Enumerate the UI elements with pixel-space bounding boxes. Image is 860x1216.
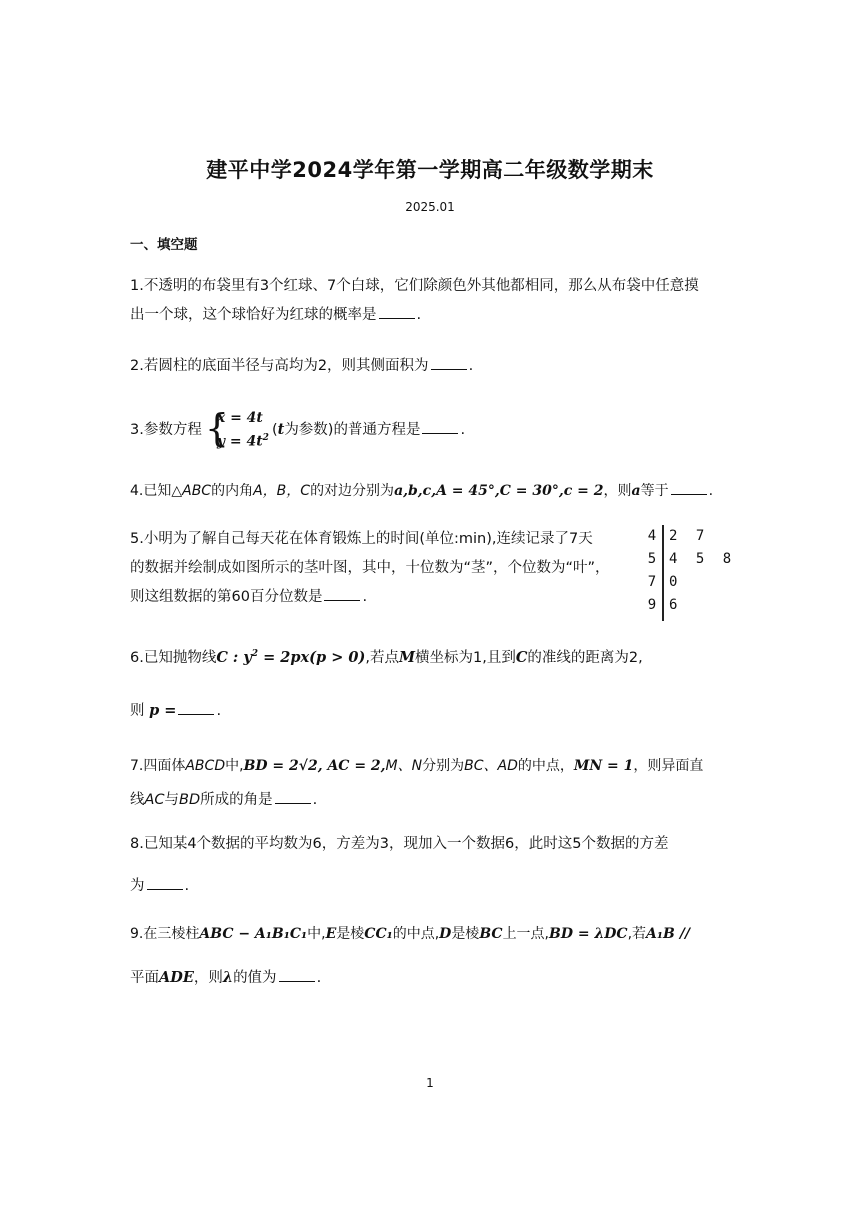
question-3-suffix: 为参数)的普通方程是 [284,421,421,438]
edge-cc1: CC₁ [364,926,393,942]
question-9-text: 是棱 [336,926,365,942]
param-t: t [277,420,285,438]
exam-date: 2025.01 [405,200,455,214]
stem-value: 5 [647,551,657,567]
question-9-text: 上一点, [502,926,550,942]
question-8-line-2: 为 . [130,872,742,901]
question-4-text: ，则 [603,483,632,499]
page-number: 1 [426,1076,434,1090]
point-d: D [439,926,452,942]
line-ac: AC [144,792,165,808]
question-1: 1.不透明的布袋里有3个红球、7个白球，它们除颜色外其他都相同，那么从布袋中任意摸 出一个球，这个球恰好为红球的概率是 . [130,272,742,330]
equation-y-exponent: 2 [262,433,269,443]
page-title: 建平中学2024学年第一学期高二年级数学期末 [206,158,654,182]
leaf-values: 2 7 [669,528,710,544]
stem-value: 9 [647,597,657,613]
question-9-text: ，则 [193,970,223,986]
answer-blank [275,789,311,804]
stem-row [645,525,736,548]
mn-length: MN = 1 [573,758,634,774]
parabola-lhs: C : y [216,648,252,666]
question-7-suffix: ，则异面直 [633,758,704,774]
parametric-system: { x = 4t $y = 4t^2$ [204,406,269,450]
question-4-prefix: 4.已知△ [130,483,183,499]
answer-blank [147,875,183,890]
question-2: 2.若圆柱的底面半径与高均为2，则其侧面积为 . [130,352,742,381]
parabola-rhs: = 2px [258,648,310,666]
line-a1b: A₁B // [646,926,690,942]
question-9-text: 中, [307,926,326,942]
points-mn: M、N [385,758,423,774]
answer-blank [422,419,458,434]
question-1-line-2: 出一个球，这个球恰好为红球的概率是 [130,307,377,323]
triangle-name: ABC [182,483,212,499]
question-7-line-2: 线AC与BD所成的角是 . [130,786,742,815]
question-9-suffix: 的值为 [233,970,277,986]
question-9-text: ,若 [627,926,647,942]
answer-blank [279,967,315,982]
question-9 [130,920,742,949]
point-e: E [325,926,337,942]
line-bd: BD [179,792,201,808]
edges-bc-ad: BC、AD [464,758,518,774]
question-3-prefix: 3.参数方程 [130,421,202,438]
question-3: 3.参数方程 { x = 4t $y = 4t^2$ (t为参数)的普通方程是 . [130,406,466,450]
question-4-suffix: 等于 [640,483,669,499]
question-7 [130,752,742,781]
question-7-text: 线 [130,792,145,808]
answer-blank [671,480,707,495]
question-6-text: 则 [130,703,145,719]
question-9-text: 平面 [130,970,159,986]
question-2-text: 2.若圆柱的底面半径与高均为2，则其侧面积为 [130,358,429,374]
prism-name: ABC − A₁B₁C₁ [199,926,308,942]
question-7-text: 与 [164,792,180,808]
answer-blank [324,586,360,601]
question-5-line-2: 的数据并绘制成如图所示的茎叶图，其中，十位数为“茎”，个位数为“叶”， [130,560,610,576]
ratio-condition: BD = λDC [549,926,628,942]
leaf-values: 0 [669,574,683,590]
question-9-prefix: 9.在三棱柱 [130,926,200,942]
question-8-line-1: 8.已知某4个数据的平均数为6，方差为3，现加入一个数据6，此时这5个数据的方差 [130,836,669,852]
question-6-prefix: 6.已知抛物线 [130,649,217,666]
question-7-prefix: 7.四面体 [130,758,186,774]
equation-x: x = 4t [216,410,263,426]
question-6-suffix: 的准线的距离为2, [527,649,643,666]
stem-row [645,594,736,617]
triangle-conditions: a,b,c,A = 45°,C = 30°,c = 2 [394,483,604,499]
question-9-line-2: 平面ADE，则λ的值为 . [130,969,322,986]
angle-names: A，B，C [253,483,311,499]
point-m: M [398,648,416,666]
tetrahedron-name: ABCD [185,758,226,774]
question-6: 6.已知抛物线C : $y^2 = 2px(p > 0)$,若点M横坐标为1,且到C的准线的距离为2, [130,648,643,666]
equation-y: y = 4t [216,433,263,450]
tetrahedron-conditions: BD = 2√2, AC = 2, [243,758,386,774]
question-6-text: 横坐标为1,且到 [415,649,516,666]
question-5: 5.小明为了解自己每天花在体育锻炼上的时间(单位:min),连续记录了7天 的数据并绘制成如图所示的茎叶图，其中，十位数为“茎”，个位数为“叶”， 则这组数据的第60百分位数是 . [130,525,742,612]
question-7-text: 中, [225,758,244,774]
variable-p: p = [149,702,177,719]
stem-value: 7 [647,574,657,590]
question-5-line-3: 则这组数据的第60百分位数是 [130,589,323,605]
stem-row [645,571,736,594]
question-1-line-1: 1.不透明的布袋里有3个红球、7个白球，它们除颜色外其他都相同，那么从布袋中任意摸 [130,278,699,294]
question-4-text: 的内角 [211,483,254,499]
leaf-values: 4 5 8 [669,551,737,567]
question-5-line-1: 5.小明为了解自己每天花在体育锻炼上的时间(单位:min),连续记录了7天 [130,531,593,547]
leaf-values: 6 [669,597,683,613]
question-8-line-2-text: 为 [130,878,145,894]
question-8 [130,830,742,859]
question-4-text: 的对边分别为 [310,483,395,499]
question-7-text: 所成的角是 [200,792,273,808]
plane-ade: ADE [159,969,194,986]
answer-blank [178,700,214,715]
stem-row [645,548,736,571]
question-6-line-2: 则 p = . [130,702,222,719]
stem-value: 4 [647,528,657,544]
parabola-condition: (p > 0) [309,648,366,666]
answer-blank [379,304,415,319]
question-9-text: 的中点, [392,926,440,942]
question-9-text: 是棱 [451,926,480,942]
question-7-text: 的中点， [517,758,574,774]
variable-a: a [631,483,641,499]
curve-c: C [515,648,528,666]
question-6-text: ,若点 [365,649,399,666]
answer-blank [431,355,467,370]
section-heading: 一、填空题 [130,237,198,253]
stem-leaf-plot [645,525,736,617]
edge-bc: BC [479,926,503,942]
variable-lambda: λ [222,969,234,986]
question-7-text: 分别为 [422,758,465,774]
question-4: 4.已知△ABC的内角A，B，C的对边分别为a,b,c,A = 45°,C = 30°,c = 2，则a等于 . [130,477,742,506]
